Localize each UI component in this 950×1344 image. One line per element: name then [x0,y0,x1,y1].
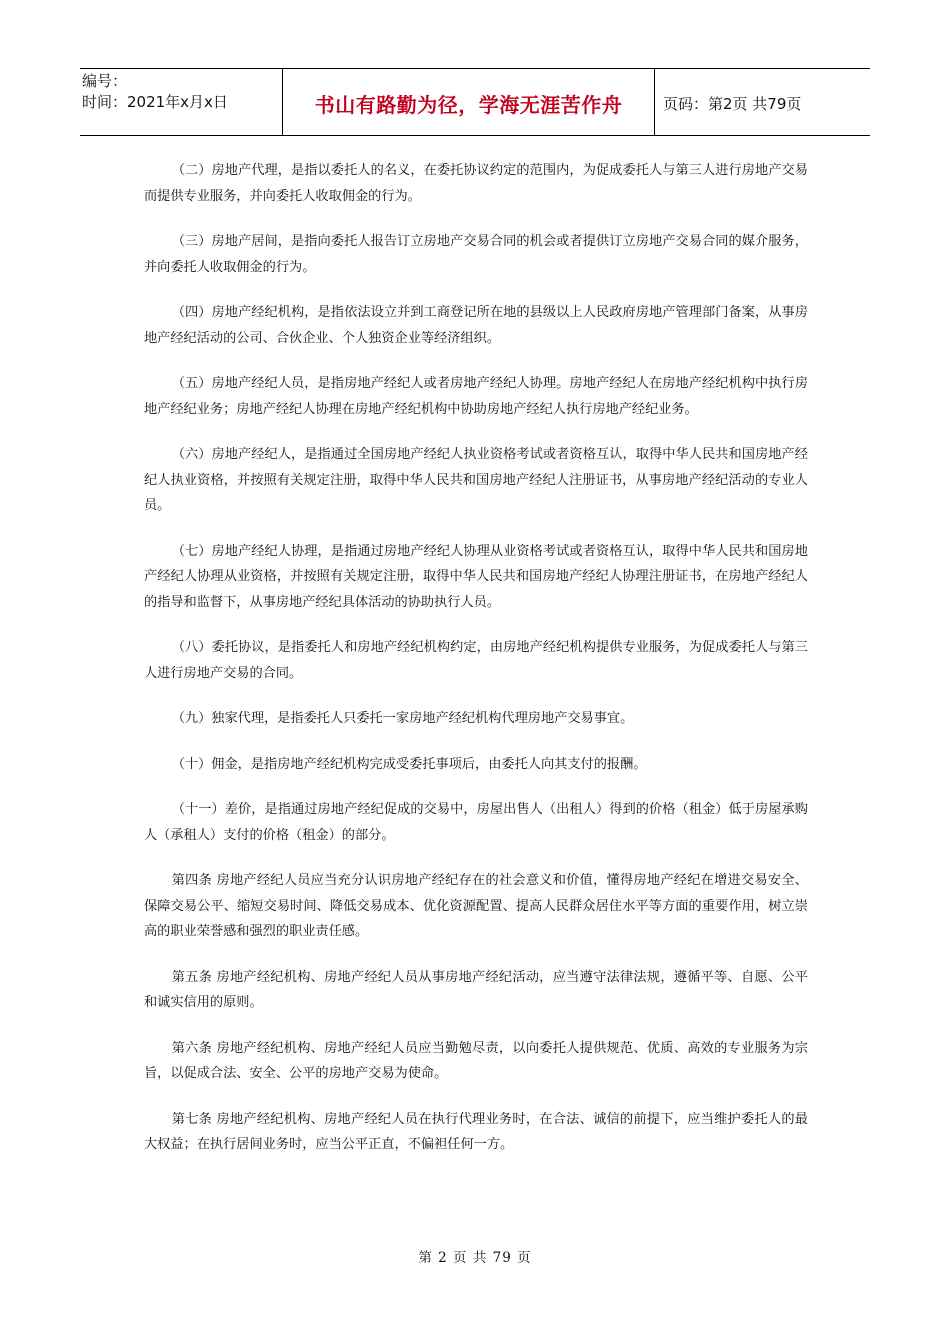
paragraph: （七）房地产经纪人协理，是指通过房地产经纪人协理从业资格考试或者资格互认，取得中华人民共和国房地产经纪人协理从业资格，并按照有关规定注册，取得中华人民共和国房地产经纪人协理注册证书，在房地产经纪人的指导和监督下，从事房地产经纪具体活动的协助执行人员。 [144,543,808,610]
paragraph: 第六条 房地产经纪机构、房地产经纪人员应当勤勉尽责，以向委托人提供规范、优质、高效的专业服务为宗旨，以促成合法、安全、公平的房地产交易为使命。 [144,1040,808,1081]
footer-page-number: 第 2 页 共 79 页 [418,1250,532,1266]
document-date-label: 时间：2021年x月x日 [82,93,228,111]
paragraph: （八）委托协议，是指委托人和房地产经纪机构约定，由房地产经纪机构提供专业服务，为促成委托人与第三人进行房地产交易的合同。 [144,640,808,681]
paragraph: （六）房地产经纪人，是指通过全国房地产经纪人执业资格考试或者资格互认，取得中华人民共和国房地产经纪人执业资格，并按照有关规定注册，取得中华人民共和国房地产经纪人注册证书，从事房地产经纪活动的专业人员。 [144,447,808,513]
document-number-label: 编号： [82,72,128,90]
paragraph: （五）房地产经纪人员，是指房地产经纪人或者房地产经纪人协理。房地产经纪人在房地产经纪机构中执行房地产经纪业务；房地产经纪人协理在房地产经纪机构中协助房地产经纪人执行房地产经纪业务。 [144,376,808,417]
page-footer [0,1246,950,1266]
paragraph: （三）房地产居间，是指向委托人报告订立房地产交易合同的机会或者提供订立房地产交易合同的媒介服务，并向委托人收取佣金的行为。 [144,234,808,275]
paragraph: （二）房地产代理，是指以委托人的名义，在委托协议约定的范围内，为促成委托人与第三人进行房地产交易而提供专业服务，并向委托人收取佣金的行为。 [144,163,808,204]
header-motto-cell [283,69,655,135]
paragraph: （十一）差价，是指通过房地产经纪促成的交易中，房屋出售人（出租人）得到的价格（租金）低于房屋承购人（承租人）支付的价格（租金）的部分。 [144,802,808,843]
paragraph: （四）房地产经纪机构，是指依法设立并到工商登记所在地的县级以上人民政府房地产管理部门备案，从事房地产经纪活动的公司、合伙企业、个人独资企业等经济组织。 [144,305,808,346]
header-motto: 书山有路勤为径，学海无涯苦作舟 [314,92,623,117]
header-page-info: 页码：第2页 共79页 [663,94,802,113]
paragraph: （十）佣金，是指房地产经纪机构完成受委托事项后，由委托人向其支付的报酬。 [171,756,647,772]
header-meta-cell [80,69,283,135]
document-body [144,158,808,1178]
paragraph: （九）独家代理，是指委托人只委托一家房地产经纪机构代理房地产交易事宜。 [171,711,634,726]
paragraph: 第五条 房地产经纪机构、房地产经纪人员从事房地产经纪活动，应当遵守法律法规，遵循平等、自愿、公平和诚实信用的原则。 [144,969,808,1010]
page-header [80,68,870,136]
header-page-cell [655,69,870,135]
paragraph: 第七条 房地产经纪机构、房地产经纪人员在执行代理业务时，在合法、诚信的前提下，应当维护委托人的最大权益；在执行居间业务时，应当公平正直，不偏袒任何一方。 [144,1111,808,1152]
paragraph: 第四条 房地产经纪人员应当充分认识房地产经纪存在的社会意义和价值，懂得房地产经纪在增进交易安全、保障交易公平、缩短交易时间、降低交易成本、优化资源配置、提高人民群众居住水平等方面的重要作用，树立崇高的职业荣誉感和强烈的职业责任感。 [144,873,808,939]
